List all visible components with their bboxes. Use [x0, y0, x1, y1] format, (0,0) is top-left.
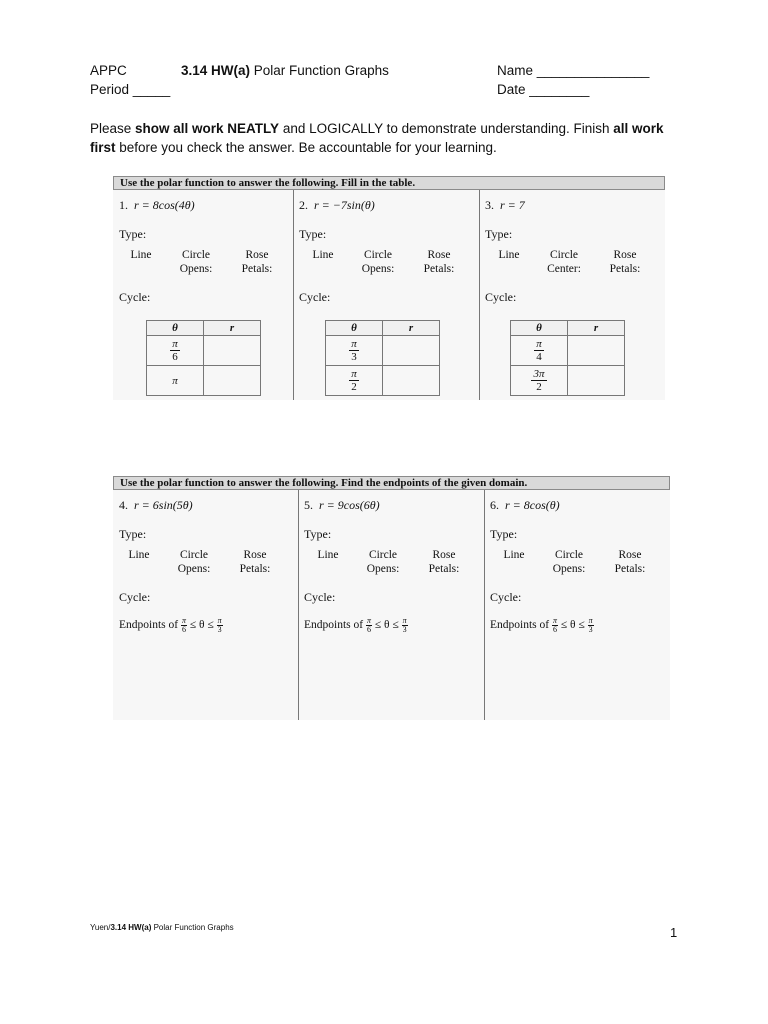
r-answer-cell[interactable]	[204, 366, 261, 396]
theta-header: θ	[147, 321, 204, 336]
type-options	[495, 248, 661, 276]
problem-6-equation: 6. r = 8cos(θ)	[490, 498, 560, 512]
cycle-label: Cycle:	[490, 590, 522, 604]
period-field-label: Period _____	[90, 82, 171, 97]
type-rose-option: Rose Petals:	[614, 549, 646, 575]
endpoints-prompt: Endpoints of $\frac{\pi}{6}$ ≤ θ ≤ $\frac{\pi}{3}$	[490, 616, 593, 634]
type-options	[309, 248, 475, 276]
type-line-option: Line	[317, 549, 339, 561]
section2-banner: Use the polar function to answer the following. Find the endpoints of the given domain.	[113, 476, 670, 490]
intro-text-2: and LOGICALLY to demonstrate understanding. Finish	[279, 121, 614, 136]
problem-3	[485, 198, 661, 305]
type-label: Type:	[490, 527, 518, 541]
type-line-option: Line	[503, 549, 525, 561]
cycle-label: Cycle:	[299, 290, 331, 304]
theta-value: $\frac{\pi}{2}$	[326, 366, 383, 396]
problem-3-equation: 3. r = 7	[485, 198, 525, 212]
type-options	[127, 248, 289, 276]
section-find-endpoints	[113, 476, 670, 720]
type-label: Type:	[119, 227, 147, 241]
name-field-label: Name _______________	[497, 63, 650, 78]
type-circle-option: Circle Opens:	[361, 249, 395, 275]
theta-value: $\frac{\pi}{6}$	[147, 336, 204, 366]
type-rose-option: Rose Petals:	[428, 549, 460, 575]
value-table-1	[146, 320, 261, 396]
page-number: 1	[670, 925, 678, 940]
endpoints-prompt: Endpoints of $\frac{\pi}{6}$ ≤ θ ≤ $\frac{\pi}{3}$	[119, 616, 222, 634]
r-header: r	[383, 321, 440, 336]
problem-1	[119, 198, 289, 305]
instructions-paragraph	[90, 119, 690, 157]
intro-bold-1: show all work NEATLY	[135, 121, 280, 136]
cycle-label: Cycle:	[485, 290, 517, 304]
date-field-label: Date ________	[497, 82, 590, 97]
problem-6	[490, 498, 666, 634]
type-line-option: Line	[128, 549, 150, 561]
worksheet-title-rest: Polar Function Graphs	[250, 63, 389, 78]
theta-value: π	[147, 366, 204, 396]
theta-value: $\frac{\pi}{3}$	[326, 336, 383, 366]
r-answer-cell[interactable]	[383, 336, 440, 366]
type-label: Type:	[304, 527, 332, 541]
section1-banner: Use the polar function to answer the following. Fill in the table.	[113, 176, 665, 190]
column-divider	[479, 190, 480, 400]
problem-4-equation: 4. r = 6sin(5θ)	[119, 498, 193, 512]
type-options	[125, 548, 295, 576]
worksheet-title-bold: 3.14 HW(a)	[181, 63, 251, 78]
type-circle-option: Circle Opens:	[552, 549, 586, 575]
type-rose-option: Rose Petals:	[609, 249, 641, 275]
cycle-label: Cycle:	[304, 590, 336, 604]
worksheet-title	[181, 63, 389, 78]
theta-header: θ	[511, 321, 568, 336]
problem-2-equation: 2. r = −7sin(θ)	[299, 198, 375, 212]
column-divider	[293, 190, 294, 400]
theta-value: $\frac{3\pi}{2}$	[511, 366, 568, 396]
course-label: APPC	[90, 63, 127, 78]
cycle-label: Cycle:	[119, 590, 151, 604]
cycle-label: Cycle:	[119, 290, 151, 304]
type-rose-option: Rose Petals:	[239, 549, 271, 575]
theta-header: θ	[326, 321, 383, 336]
column-divider	[298, 490, 299, 720]
r-header: r	[204, 321, 261, 336]
footer-note: Yuen/3.14 HW(a) Polar Function Graphs	[90, 923, 234, 932]
type-rose-option: Rose Petals:	[241, 249, 273, 275]
type-label: Type:	[485, 227, 513, 241]
type-circle-option: Circle Opens:	[179, 249, 213, 275]
r-answer-cell[interactable]	[568, 366, 625, 396]
problem-2	[299, 198, 475, 305]
problem-5-equation: 5. r = 9cos(6θ)	[304, 498, 380, 512]
type-rose-option: Rose Petals:	[423, 249, 455, 275]
theta-value: $\frac{\pi}{4}$	[511, 336, 568, 366]
intro-bold-2: all work first	[90, 121, 664, 155]
intro-text-1: Please	[90, 121, 136, 136]
endpoints-prompt: Endpoints of $\frac{\pi}{6}$ ≤ θ ≤ $\frac{\pi}{3}$	[304, 616, 407, 634]
type-options	[500, 548, 666, 576]
problem-1-equation: 1. r = 8cos(4θ)	[119, 198, 195, 212]
type-line-option: Line	[130, 249, 152, 261]
type-circle-option: Circle Opens:	[366, 549, 400, 575]
value-table-2	[325, 320, 440, 396]
section-fill-table	[113, 176, 665, 400]
type-label: Type:	[299, 227, 327, 241]
r-answer-cell[interactable]	[568, 336, 625, 366]
value-table-3	[510, 320, 625, 396]
r-answer-cell[interactable]	[383, 366, 440, 396]
type-options	[314, 548, 480, 576]
type-line-option: Line	[312, 249, 334, 261]
column-divider	[484, 490, 485, 720]
problem-5	[304, 498, 480, 634]
r-header: r	[568, 321, 625, 336]
problem-4	[119, 498, 295, 634]
type-line-option: Line	[498, 249, 520, 261]
r-answer-cell[interactable]	[204, 336, 261, 366]
intro-text-3: before you check the answer. Be accountable for your learning.	[115, 140, 497, 155]
type-label: Type:	[119, 527, 147, 541]
type-circle-option: Circle Opens:	[177, 549, 211, 575]
type-circle-option: Circle Center:	[547, 249, 581, 275]
